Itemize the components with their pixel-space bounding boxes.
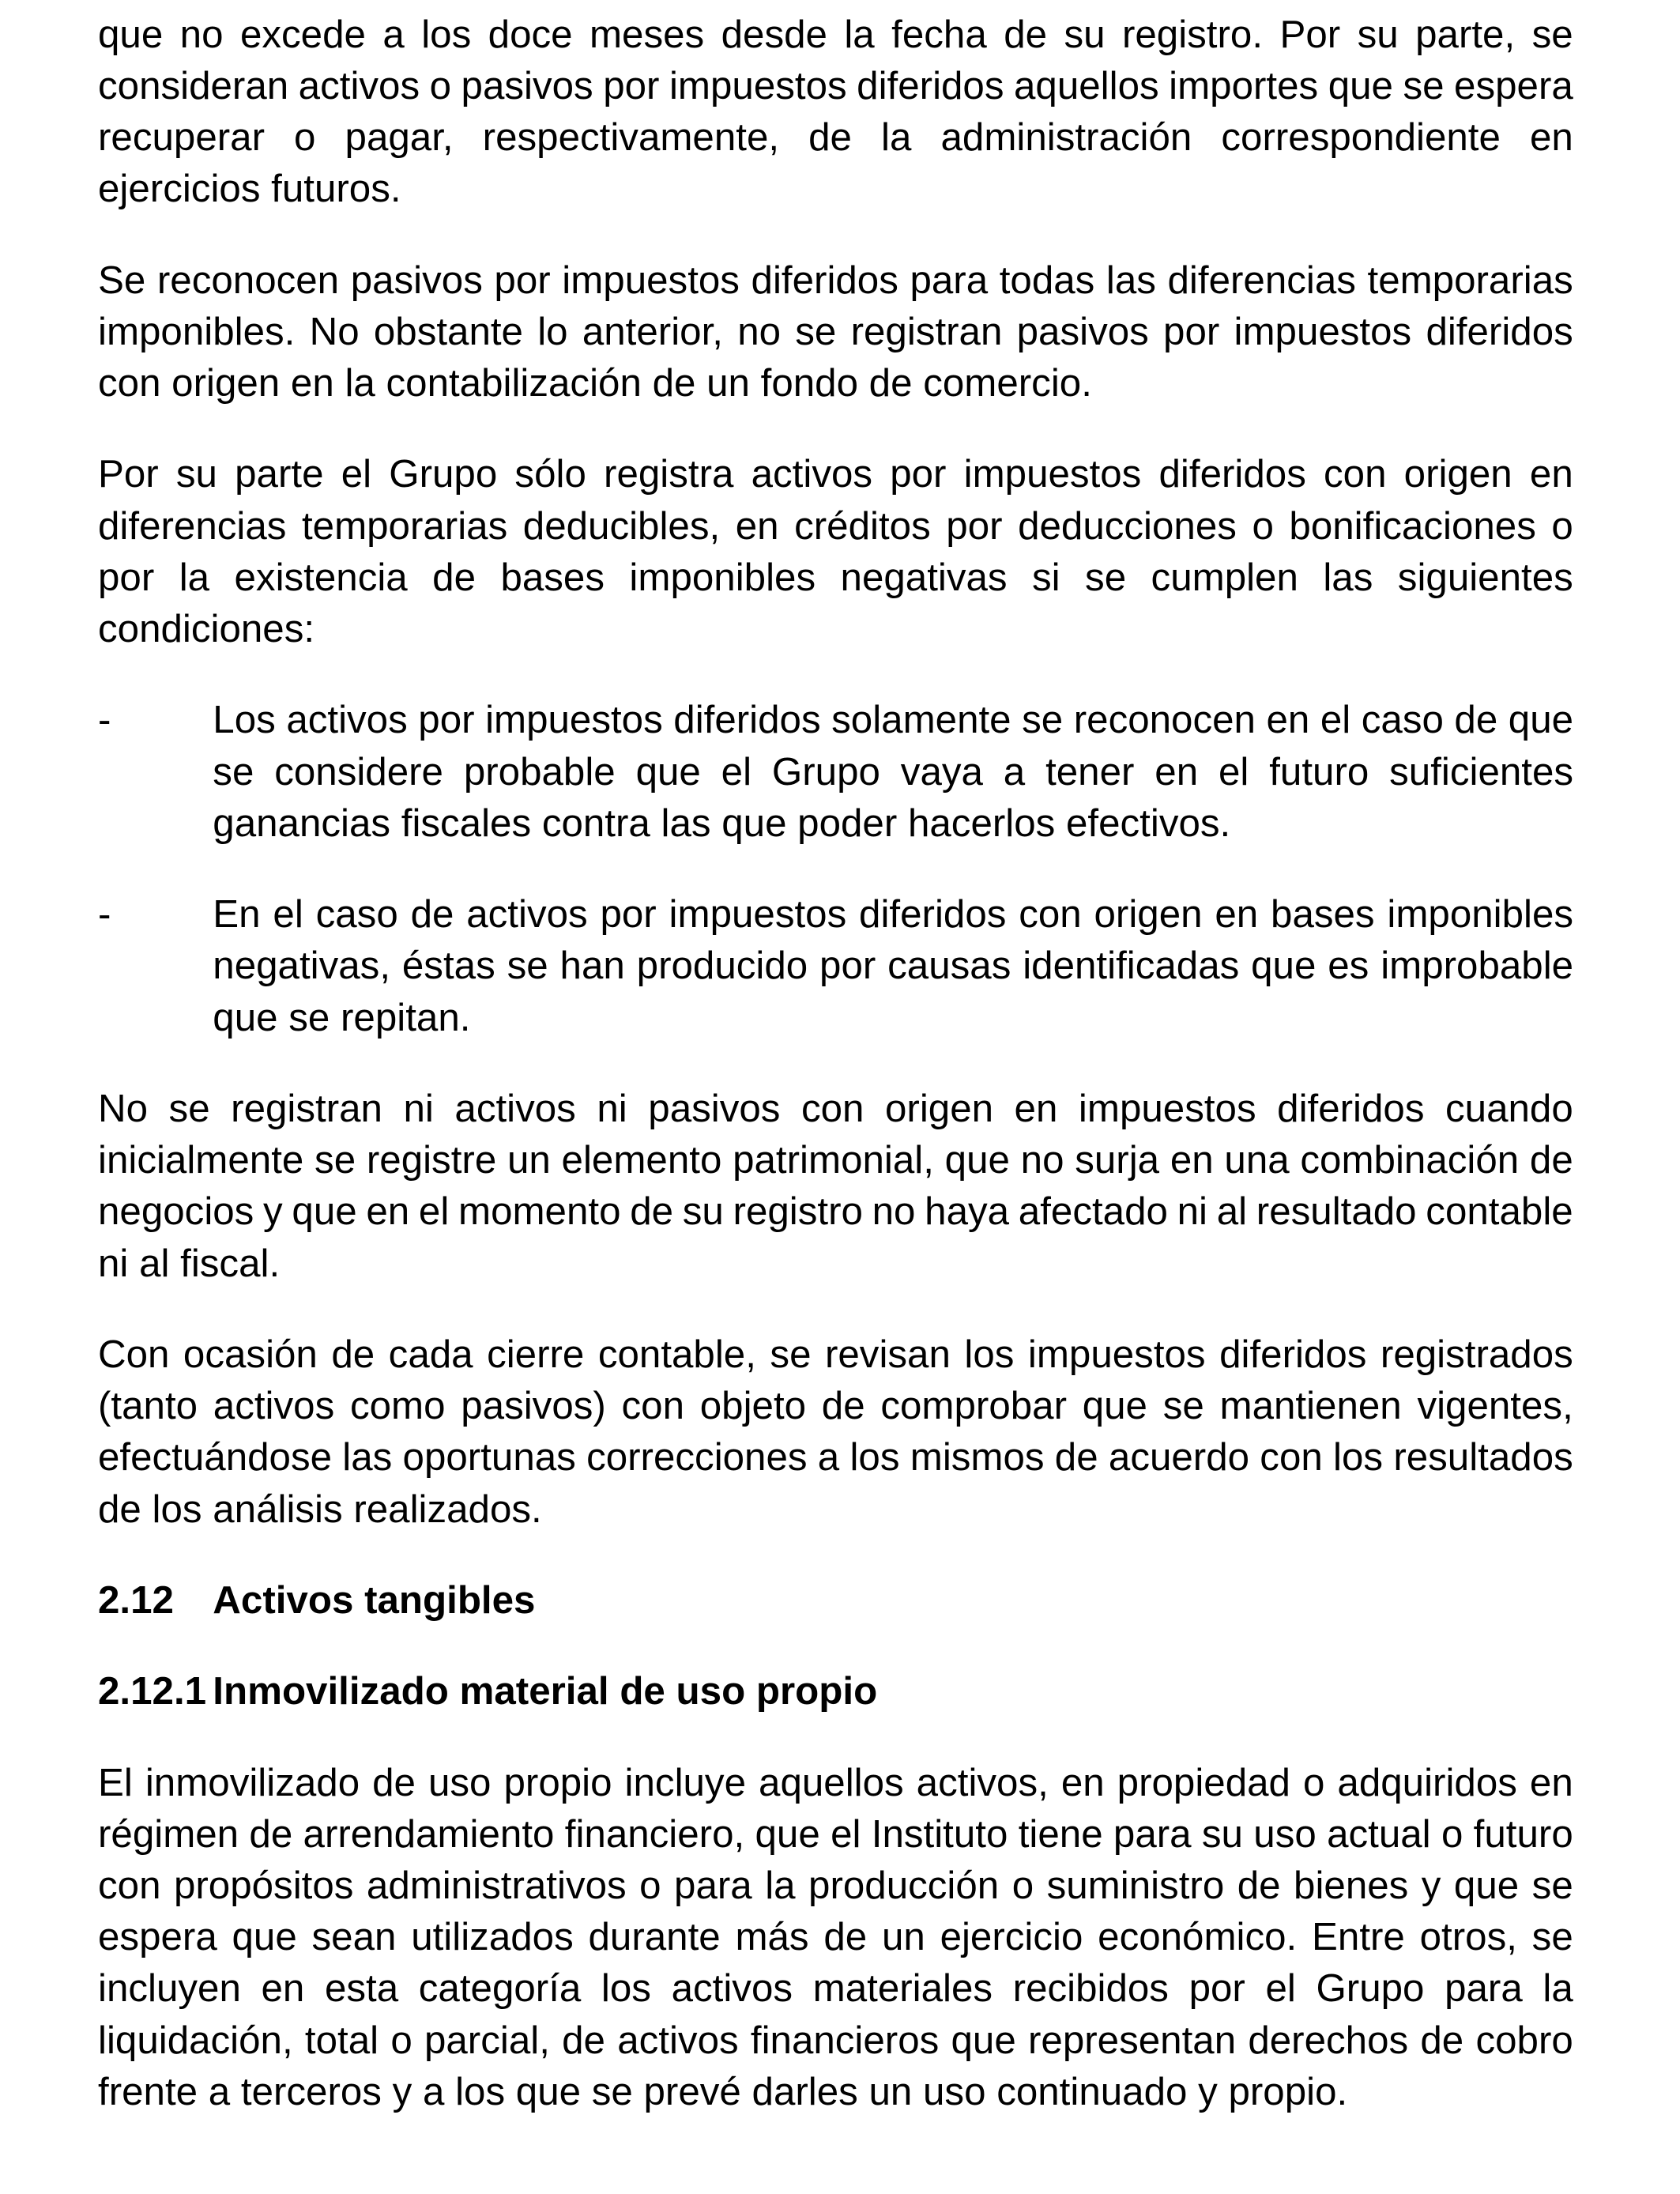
text-line: incluyen en esta categoría los activos materiales recibidos por el Grupo para la <box>98 1966 1573 2011</box>
text-line: En el caso de activos por impuestos diferidos con origen en bases imponibles <box>213 892 1574 937</box>
section-heading <box>98 1574 1573 1626</box>
bullet-text <box>213 888 1573 1043</box>
text-line: El inmovilizado de uso propio incluye aquellos activos, en propiedad o adquiridos en <box>98 1760 1573 1804</box>
text-line: No se registran ni activos ni pasivos con origen en impuestos diferidos cuando <box>98 1086 1573 1130</box>
text-line: que no excede a los doce meses desde la fecha de su registro. Por su parte, se <box>98 12 1573 56</box>
text-line: Los activos por impuestos diferidos solamente se reconocen en el caso de que <box>213 698 1574 742</box>
section-title: Activos tangibles <box>213 1578 536 1622</box>
text-line: ni al fiscal. <box>98 1241 281 1285</box>
text-line: recuperar o pagar, respectivamente, de la administración correspondiente en <box>98 115 1573 159</box>
text-line: inicialmente se registre un elemento patrimonial, que no surja en una combinación de <box>98 1138 1573 1182</box>
bullet-marker: - <box>98 892 111 937</box>
text-line: espera que sean utilizados durante más de un ejercicio económico. Entre otros, se <box>98 1915 1573 1959</box>
text-line: de los análisis realizados. <box>98 1487 542 1531</box>
bullet-text <box>213 694 1573 849</box>
text-line: diferencias temporarias deducibles, en créditos por deducciones o bonificaciones o <box>98 503 1573 548</box>
subsection-number: 2.12.1 <box>98 1669 207 1713</box>
text-line: Se reconocen pasivos por impuestos diferidos para todas las diferencias temporarias <box>98 258 1573 302</box>
text-line: ejercicios futuros. <box>98 167 401 211</box>
text-line: Con ocasión de cada cierre contable, se revisan los impuestos diferidos registrados <box>98 1332 1573 1376</box>
text-line: régimen de arrendamiento financiero, que el Instituto tiene para su uso actual o futuro <box>98 1811 1573 1856</box>
text-line: con propósitos administrativos o para la producción o suministro de bienes y que se <box>98 1864 1573 1908</box>
subsection-title: Inmovilizado material de uso propio <box>213 1669 878 1713</box>
text-line: consideran activos o pasivos por impuestos diferidos aquellos importes que se espera <box>98 63 1573 107</box>
text-line: condiciones: <box>98 606 315 650</box>
text-line: efectuándose las oportunas correcciones a los mismos de acuerdo con los resultados <box>98 1435 1573 1480</box>
text-line: negocios y que en el momento de su registro no haya afectado ni al resultado contable <box>98 1189 1573 1234</box>
text-line: liquidación, total o parcial, de activos financieros que representan derechos de cobro <box>98 2018 1573 2062</box>
text-line: negativas, éstas se han producido por causas identificadas que es improbable <box>213 944 1574 988</box>
bullet-marker: - <box>98 698 111 742</box>
text-line: ganancias fiscales contra las que poder hacerlos efectivos. <box>213 801 1231 845</box>
text-line: imponibles. No obstante lo anterior, no se registran pasivos por impuestos diferidos <box>98 309 1573 353</box>
text-line: por la existencia de bases imponibles negativas si se cumplen las siguientes <box>98 555 1573 599</box>
bullet-item <box>98 694 1573 849</box>
text-line: con origen en la contabilización de un fondo de comercio. <box>98 360 1092 405</box>
text-line: se considere probable que el Grupo vaya a tener en el futuro suficientes <box>213 749 1574 794</box>
text-line: (tanto activos como pasivos) con objeto de comprobar que se mantienen vigentes, <box>98 1384 1573 1428</box>
body-paragraph <box>98 1083 1573 1289</box>
bullet-item <box>98 888 1573 1043</box>
body-paragraph <box>98 254 1573 409</box>
body-paragraph <box>98 1329 1573 1535</box>
body-paragraph <box>98 1757 1573 2117</box>
text-line: frente a terceros y a los que se prevé darles un uso continuado y propio. <box>98 2069 1348 2113</box>
body-paragraph <box>98 9 1573 215</box>
subsection-heading <box>98 1665 1573 1717</box>
text-line: que se repitan. <box>213 995 471 1039</box>
section-number: 2.12 <box>98 1578 174 1622</box>
text-line: Por su parte el Grupo sólo registra activos por impuestos diferidos con origen en <box>98 452 1573 496</box>
body-paragraph <box>98 448 1573 654</box>
